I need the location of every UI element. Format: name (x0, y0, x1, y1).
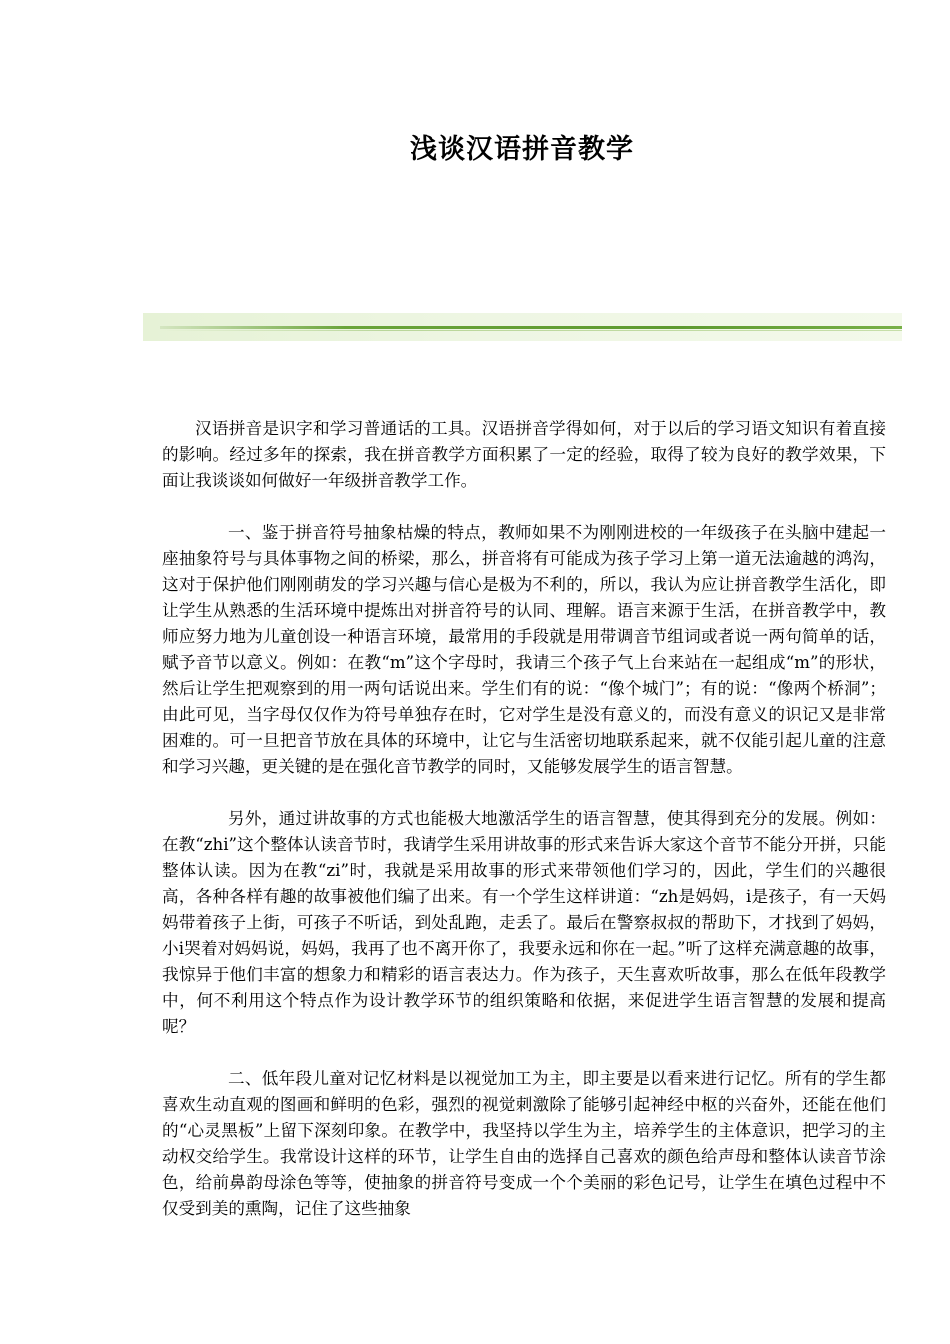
paragraph-intro: 汉语拼音是识字和学习普通话的工具。汉语拼音学得如何，对于以后的学习语文知识有着直接的影响。经过多年的探索，我在拼音教学方面积累了一定的经验，取得了较为良好的教学效果，下面让我谈谈如何做好一年级拼音教学工作。 (162, 419, 886, 490)
paragraph-section-one: 一、鉴于拼音符号抽象枯燥的特点，教师如果不为刚刚进校的一年级孩子在头脑中建起一座抽象符号与具体事物之间的桥梁，那么，拼音将有可能成为孩子学习上第一道无法逾越的鸿沟，这对于保护他们刚刚萌发的学习兴趣与信心是极为不利的，所以，我认为应让拼音教学生活化，即让学生从熟悉的生活环境中提炼出对拼音符号的认同、理解。语言来源于生活，在拼音教学中，教师应努力地为儿童创设一种语言环境，最常用的手段就是用带调音节组词或者说一两句简单的话，赋予音节以意义。例如：在教“m”这个字母时，我请三个孩子气上台来站在一起组成“m”的形状，然后让学生把观察到的用一两句话说出来。学生们有的说：“像个城门”；有的说：“像两个桥洞”；由此可见，当字母仅仅作为符号单独存在时，它对学生是没有意义的，而没有意义的识记又是非常困难的。可一旦把音节放在具体的环境中，让它与生活密切地联系起来，就不仅能引起儿童的注意和学习兴趣，更关键的是在强化音节教学的同时，又能够发展学生的语言智慧。 (162, 523, 886, 776)
decorative-divider-line (160, 326, 902, 329)
paragraph-section-two: 二、低年段儿童对记忆材料是以视觉加工为主，即主要是以看来进行记忆。所有的学生都喜欢生动直观的图画和鲜明的色彩，强烈的视觉刺激除了能够引起神经中枢的兴奋外，还能在他们的“心灵黑板”上留下深刻印象。在教学中，我坚持以学生为主，培养学生的主体意识，把学习的主动权交给学生。我常设计这样的环节，让学生自由的选择自己喜欢的颜色给声母和整体认读音节涂色，给前鼻韵母涂色等等，使抽象的拼音符号变成一个个美丽的彩色记号，让学生在填色过程中不仅受到美的熏陶，记住了这些抽象 (162, 1069, 886, 1218)
paragraph-storytelling: 另外，通过讲故事的方式也能极大地激活学生的语言智慧，使其得到充分的发展。例如：在教“zhi”这个整体认读音节时，我请学生采用讲故事的形式来告诉大家这个音节不能分开拼，只能整体认读。因为在教“zi”时，我就是采用故事的形式来带领他们学习的，因此，学生们的兴趣很高，各种各样有趣的故事被他们编了出来。有一个学生这样讲道：“zh是妈妈，i是孩子，有一天妈妈带着孩子上街，可孩子不听话，到处乱跑，走丢了。最后在警察叔叔的帮助下，才找到了妈妈，小i哭着对妈妈说，妈妈，我再了也不离开你了，我要永远和你在一起。”听了这样充满意趣的故事，我惊异于他们丰富的想象力和精彩的语言表达力。作为孩子，天生喜欢听故事，那么在低年段教学中，何不利用这个特点作为设计教学环节的组织策略和依据，来促进学生语言智慧的发展和提高呢？ (162, 809, 886, 1036)
decorative-divider-highlight (160, 330, 902, 331)
document-body (162, 416, 886, 1248)
page-title: 浅谈汉语拼音教学 (410, 134, 634, 165)
